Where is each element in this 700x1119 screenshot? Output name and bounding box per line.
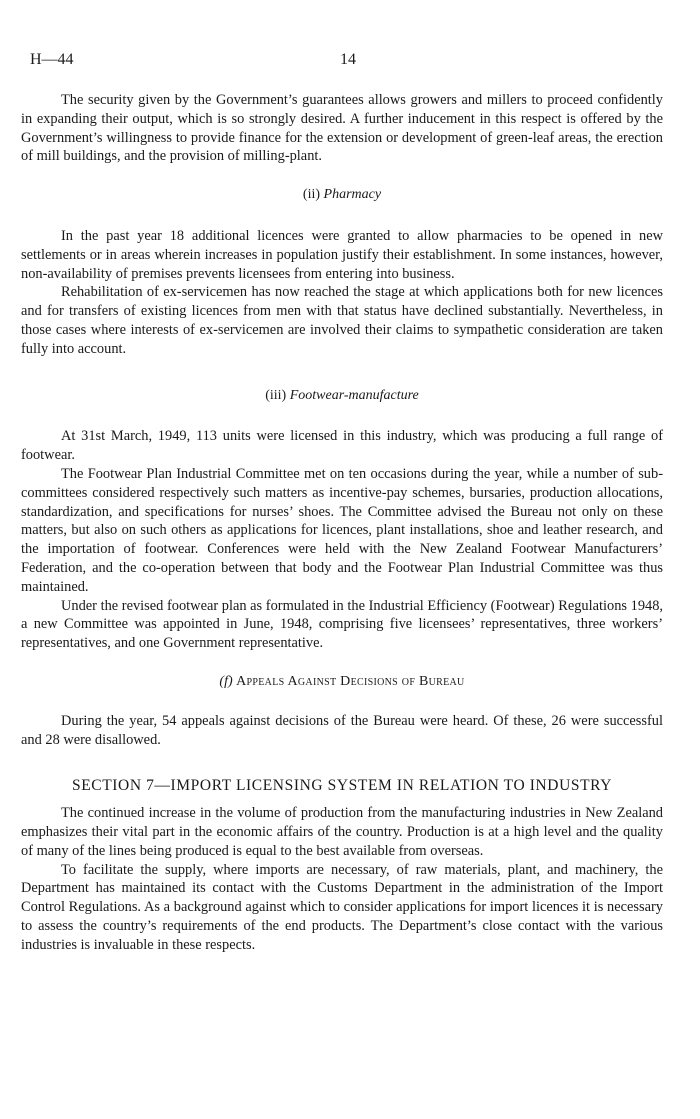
paragraph-footwear-committee: The Footwear Plan Industrial Committee met on ten occasions during the year, while a number of sub-committees considered respectively such matters as incentive-pay schemes, bursaries, production allocations, standardization, and specifications for nurses’ shoes. The Committee advised the Bureau not only on these matters, but also on such others as applications for licences, plant installations, shoe and leather research, and the importation of footwear. Conferences were held with the New Zealand Footwear Manufacturers’ Federation, and the co-operation between that body and the Footwear Plan Industrial Committee was thus maintained. bbox=[21, 465, 663, 595]
page-header bbox=[30, 51, 670, 71]
subheading-pharmacy bbox=[21, 186, 663, 205]
page-body bbox=[21, 91, 663, 954]
paragraph-section7-imports: To facilitate the supply, where imports are necessary, of raw materials, plant, and machinery, the Department has maintained its contact with the Customs Department in the administration of the Import Control Regulations. As a background against which to consider applications for import licences it is necessary to assess the country’s requirements of the end products. The Department’s close contact with the various industries is invaluable in these respects. bbox=[21, 861, 663, 953]
paragraph-appeals: During the year, 54 appeals against decisions of the Bureau were heard. Of these, 26 were successful and 28 were disallowed. bbox=[21, 712, 663, 748]
page-number: 14 bbox=[340, 51, 356, 68]
subheading-pharmacy-title: Pharmacy bbox=[323, 187, 382, 203]
subheading-pharmacy-number: (ii) bbox=[302, 187, 321, 203]
subheading-appeals bbox=[21, 673, 663, 692]
paragraph-footwear-units: At 31st March, 1949, 113 units were licensed in this industry, which was producing a full range of footwear. bbox=[21, 428, 663, 464]
document-reference: H—44 bbox=[30, 51, 74, 68]
subheading-appeals-title: Appeals Against Decisions of Bureau bbox=[236, 673, 465, 689]
subheading-appeals-number: (f) bbox=[219, 673, 233, 689]
subheading-footwear bbox=[21, 387, 663, 406]
subheading-footwear-title: Footwear-manufacture bbox=[289, 387, 419, 403]
section-7-heading: SECTION 7—IMPORT LICENSING SYSTEM IN RELATION TO INDUSTRY bbox=[71, 777, 613, 795]
paragraph-security-guarantees: The security given by the Government’s guarantees allows growers and millers to proceed confidently in expanding their output, which is so strongly desired. A further inducement in this respect is offered by the Government’s willingness to provide finance for the extension or development of green-leaf areas, the erection of mill buildings, and the provision of milling-plant. bbox=[21, 92, 663, 165]
paragraph-pharmacy-rehabilitation: Rehabilitation of ex-servicemen has now reached the stage at which applications both for new licences and for transfers of existing licences from men with that status have declined substantially. Nevertheless, in those cases where interests of ex-servicemen are involved their claims to sympathetic consideration are taken fully into account. bbox=[21, 284, 663, 357]
subheading-footwear-number: (iii) bbox=[265, 387, 287, 403]
paragraph-footwear-regulations: Under the revised footwear plan as formulated in the Industrial Efficiency (Footwear) Regulations 1948, a new Committee was appointed in June, 1948, comprising five licensees’ representatives, three workers’ representatives, and one Government representative. bbox=[21, 597, 663, 652]
paragraph-pharmacy-licences: In the past year 18 additional licences were granted to allow pharmacies to be opened in new settlements or in areas wherein increases in population justify their establishment. In some instances, however, non-availability of premises prevents licensees from entering into business. bbox=[21, 227, 663, 282]
paragraph-section7-production: The continued increase in the volume of production from the manufacturing industries in New Zealand emphasizes their vital part in the economic affairs of the country. Production is at a high level and the quality of many of the lines being produced is equal to the best available from overseas. bbox=[21, 805, 663, 859]
